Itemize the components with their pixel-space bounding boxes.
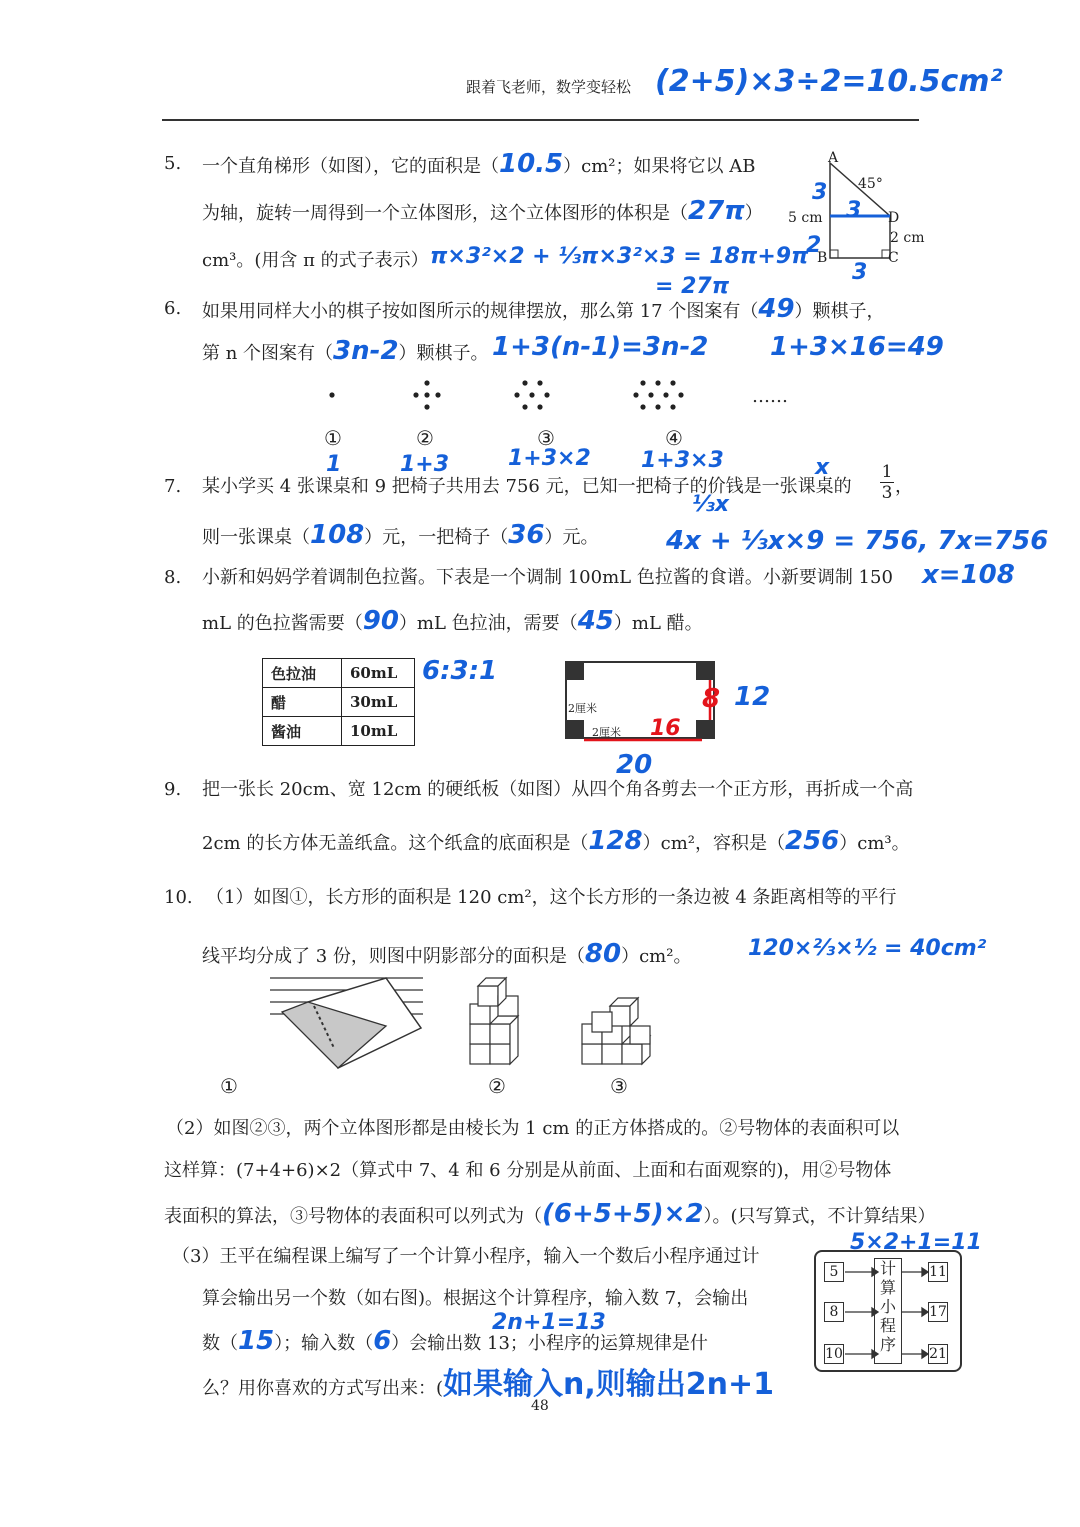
q10-work: 120×⅔×½ = 40cm²: [748, 936, 987, 961]
q7-hw-x: x: [815, 455, 830, 480]
q10-p3-line3: 数（15）；输入数（6）会输出数 13；小程序的运算规律是什: [202, 1326, 708, 1356]
q7-work-equation: 4x + ⅓x×9 = 756, 7x=756: [666, 526, 1049, 556]
q8-answer-vinegar: 45: [577, 606, 614, 636]
q6-hw-2: 1+3: [400, 452, 450, 477]
q8-line1: 小新和妈妈学着调制色拉酱。下表是一个调制 100mL 色拉酱的食谱。小新要调制 150: [202, 567, 893, 588]
q7-line1: 某小学买 4 张课桌和 9 把椅子共用去 756 元，已知一把椅子的价钱是一张课桌的: [202, 476, 852, 497]
q10-line1: （1）如图①，长方形的面积是 120 cm²，这个长方形的一条边被 4 条距离相等的平行: [206, 887, 897, 908]
q9-answer-base: 128: [588, 826, 643, 856]
q5-line2: 为轴，旋转一周得到一个立体图形，这个立体图形的体积是（27π）: [202, 196, 763, 226]
q10-figure-1: [268, 974, 428, 1074]
q8-number: 8.: [164, 567, 182, 588]
q10-p3-line2: 算会输出另一个数（如右图)。根据这个计算程序，输入数 7，会输出: [202, 1288, 749, 1309]
q10-answer-surface: (6+5+5)×2: [542, 1199, 704, 1229]
q7-hw-x3: ⅓x: [692, 492, 729, 517]
q10-p2-line3: 表面积的算法，③号物体的表面积可以列式为（(6+5+5)×2）。(只写算式，不计算结果）: [164, 1199, 936, 1229]
q9-line1: 把一张长 20cm、宽 12cm 的硬纸板（如图）从四个角各剪去一个正方形，再折成一个高: [202, 779, 914, 800]
q5-hw-bottom: 3: [852, 260, 868, 285]
q6-answer-17: 49: [758, 294, 795, 324]
q6-answer-n: 3n-2: [333, 336, 399, 366]
q10-p2-line1: （2）如图②③，两个立体图形都是由棱长为 1 cm 的正方体搭成的。②号物体的表面积可以: [166, 1118, 900, 1139]
q10-fig-label-3: ③: [610, 1074, 628, 1098]
program-center-box: 计算小程序: [874, 1258, 902, 1364]
q10-number: 10.: [164, 887, 193, 908]
q5-hw-top: 3: [812, 180, 828, 205]
q5-answer-volume: 27π: [688, 196, 745, 226]
q9-bottom-label: 2厘米: [592, 726, 621, 739]
program-input-1: 5: [824, 1262, 844, 1282]
q5-line3: cm³。(用含 π 的式子表示）: [202, 250, 429, 271]
q10-fig-label-2: ②: [488, 1074, 506, 1098]
q10-line2: 线平均分成了 3 份，则图中阴影部分的面积是（80）cm²。: [202, 939, 692, 969]
table-row: 色拉油 60mL: [263, 659, 415, 688]
q6-hw-3: 1+3×2: [508, 446, 591, 471]
q5-answer-area: 10.5: [499, 149, 564, 179]
q9-hw-12: 12: [734, 682, 771, 712]
header-title: 跟着飞老师，数学变轻松: [466, 78, 632, 96]
q6-label-1: ①: [324, 426, 342, 450]
q6-label-3: ③: [537, 426, 555, 450]
q10-p3-line4: 么？用你喜欢的方式写出来：(如果输入n,则输出2n+1: [202, 1367, 775, 1402]
page-number: 48: [531, 1398, 549, 1414]
q9-hw-16: 16: [650, 716, 681, 741]
q7-fraction: 1 3: [881, 462, 893, 503]
q6-line2: 第 n 个图案有（3n-2）颗棋子。: [202, 336, 489, 366]
q8-answer-oil: 90: [362, 606, 399, 636]
q7-comma: ，: [895, 476, 913, 497]
q6-hw-1: 1: [326, 452, 342, 477]
q9-hw-8: 8: [702, 684, 721, 714]
program-output-1: 11: [929, 1264, 947, 1280]
q5-work-line2: = 27π: [655, 274, 730, 299]
program-arrows: [816, 1252, 960, 1370]
q9-hw-20: 20: [616, 750, 653, 780]
q5-number: 5.: [164, 153, 182, 174]
header-divider: [162, 119, 919, 121]
q5-label-right: 2 cm: [890, 230, 925, 246]
q6-line1: 如果用同样大小的棋子按如图所示的规律摆放，那么第 17 个图案有（49）颗棋子，: [202, 294, 885, 324]
q5-label-a: A: [828, 150, 839, 166]
program-output-2: 17: [929, 1304, 947, 1320]
q10-figure-3: [578, 984, 660, 1072]
q6-ellipsis: ……: [752, 386, 788, 407]
q7-work-solution: x=108: [922, 560, 1015, 590]
q10-p2-line2: 这样算：(7+4+6)×2（算式中 7、4 和 6 分别是从前面、上面和右面观察的)，用②号物体: [164, 1160, 892, 1181]
q7-line2: 则一张课桌（108）元，一把椅子（36）元。: [202, 520, 599, 550]
q5-work-line1: π×3²×2 + ⅓π×3²×3 = 18π+9π: [430, 244, 809, 269]
table-row: 醋 30mL: [263, 688, 415, 717]
q5-label-c: C: [888, 250, 899, 266]
q9-answer-volume: 256: [784, 826, 840, 856]
q6-number: 6.: [164, 298, 182, 319]
program-input-3: 10: [825, 1346, 843, 1362]
q10-answer-output: 15: [238, 1326, 275, 1356]
q5-hw-low: 2: [806, 233, 822, 258]
q10-answer-shaded: 80: [584, 939, 622, 969]
q7-number: 7.: [164, 476, 182, 497]
q9-side-label: 2厘米: [568, 702, 597, 715]
q7-answer-chair: 36: [508, 520, 545, 550]
q5-hw-mid: 3: [846, 198, 862, 223]
q9-line2: 2cm 的长方体无盖纸盒。这个纸盒的底面积是（128）cm²，容积是（256）cm³。: [202, 826, 910, 856]
q5-label-left: 5 cm: [788, 210, 823, 226]
header-handwritten-formula: (2+5)×3÷2=10.5cm²: [655, 64, 1003, 99]
q10-figure-2: [462, 968, 532, 1072]
q6-dot-patterns: [310, 375, 730, 420]
q10-answer-rule: 如果输入n,则输出2n+1: [443, 1367, 775, 1402]
q5-label-d: D: [888, 210, 900, 226]
program-output-3: 21: [929, 1346, 947, 1362]
program-input-2: 8: [824, 1302, 844, 1322]
q8-hw-ratio: 6:3:1: [422, 656, 498, 686]
q5-label-angle: 45°: [858, 176, 883, 192]
q10-p3-line1: （3）王平在编程课上编写了一个计算小程序，输入一个数后小程序通过计: [172, 1246, 760, 1267]
q8-recipe-table: [262, 658, 415, 746]
program-diagram: [814, 1250, 962, 1372]
q5-label-b: B: [817, 250, 828, 266]
q10-hw-5x2: 5×2+1=11: [850, 1230, 982, 1255]
q6-work-check: 1+3×16=49: [770, 332, 944, 362]
q9-number: 9.: [164, 779, 182, 800]
q10-hw-2n1: 2n+1=13: [492, 1310, 606, 1335]
table-row: 酱油 10mL: [263, 717, 415, 746]
q6-label-4: ④: [665, 426, 683, 450]
q5-line1: 一个直角梯形（如图），它的面积是（10.5）cm²；如果将它以 AB: [202, 149, 756, 179]
q6-label-2: ②: [416, 426, 434, 450]
q8-line2: mL 的色拉酱需要（90）mL 色拉油，需要（45）mL 醋。: [202, 606, 703, 636]
q6-hw-4: 1+3×3: [641, 448, 724, 473]
q6-work-formula: 1+3(n-1)=3n-2: [492, 332, 709, 362]
q10-answer-input: 6: [373, 1326, 392, 1356]
q7-answer-desk: 108: [310, 520, 365, 550]
q10-fig-label-1: ①: [220, 1074, 238, 1098]
